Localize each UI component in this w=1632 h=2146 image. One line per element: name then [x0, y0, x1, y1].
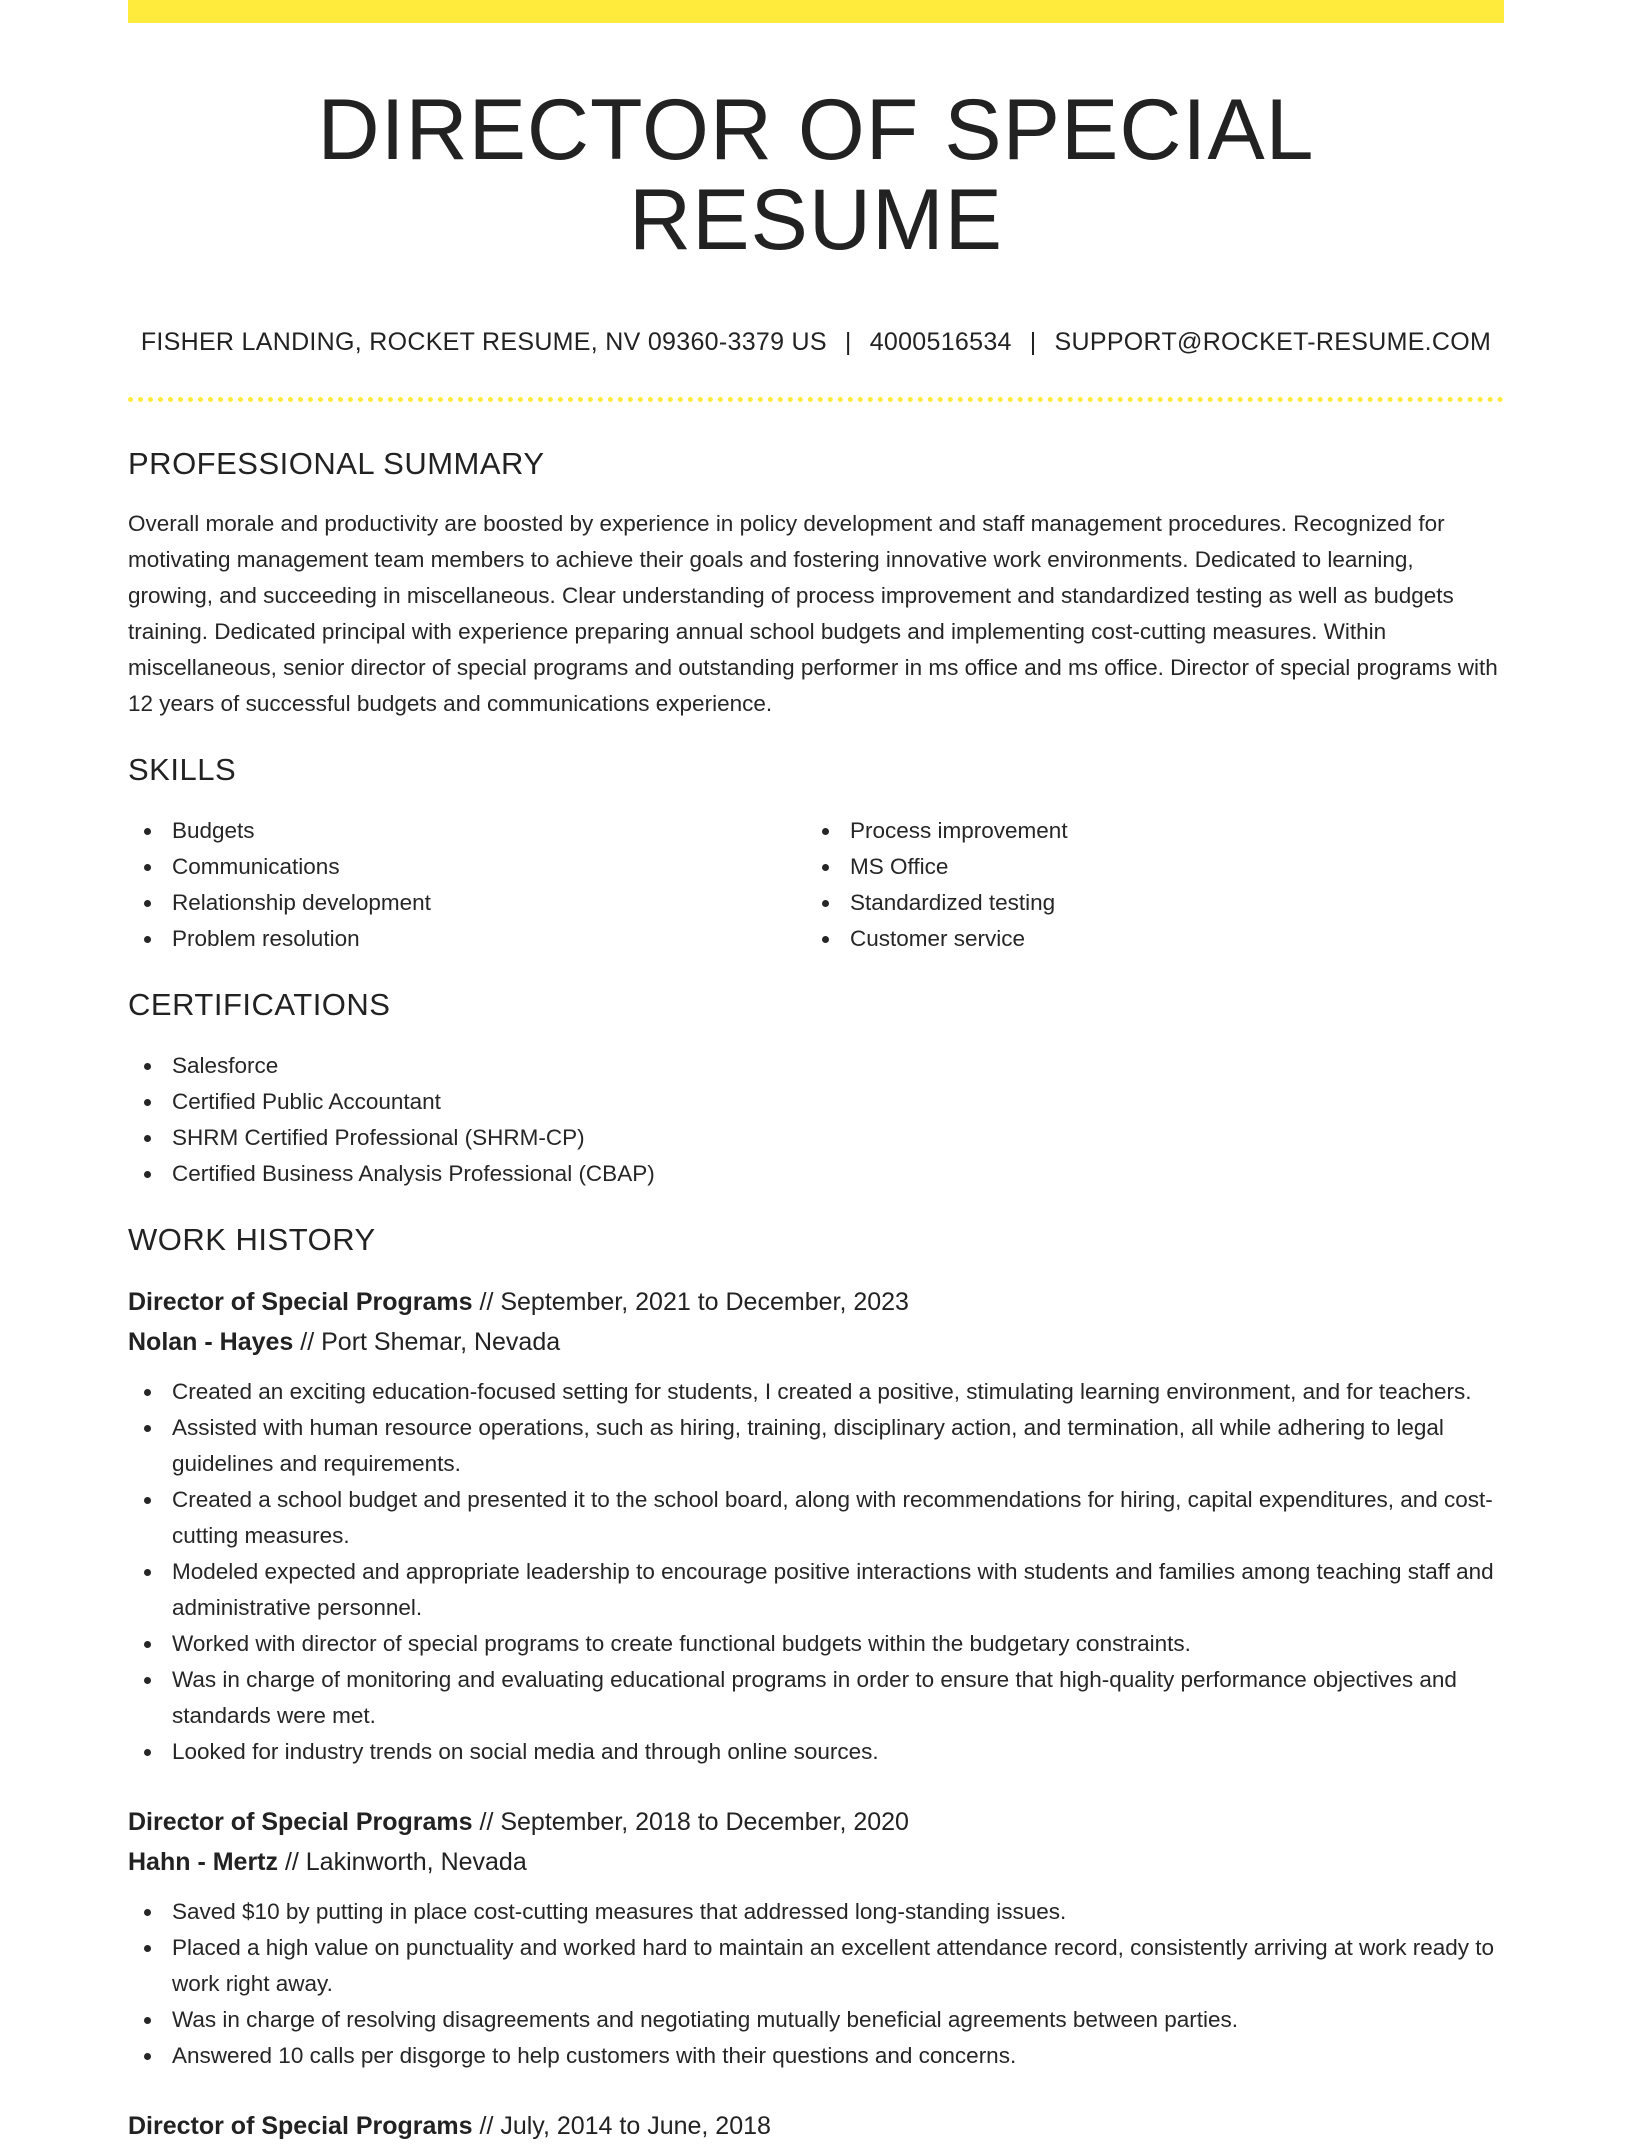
address: FISHER LANDING, ROCKET RESUME, NV 09360-3379 US: [140, 327, 827, 356]
job-bullet: Saved $10 by putting in place cost-cutting measures that addressed long-standing issues.: [128, 1894, 1504, 1930]
job-bullet: Modeled expected and appropriate leadership to encourage positive interactions with students and families among teaching staff and administrative personnel.: [128, 1554, 1504, 1626]
job-role-line: [128, 1802, 1504, 1842]
job-company: Hahn - Mertz: [128, 1847, 278, 1876]
contact-separator: |: [844, 327, 852, 356]
certification-item: Certified Business Analysis Professional (CBAP): [128, 1156, 1504, 1192]
skill-item: Customer service: [806, 921, 1484, 957]
summary-heading: PROFESSIONAL SUMMARY: [128, 445, 545, 481]
resume-title: DIRECTOR OF SPECIAL RESUME: [317, 82, 1315, 269]
job-dates: // September, 2018 to December, 2020: [472, 1807, 909, 1836]
job-bullet: Created a school budget and presented it to the school board, along with recommendations for hiring, capital expenditures, and cost-cutting measures.: [128, 1482, 1504, 1554]
job-bullet: Answered 10 calls per disgorge to help customers with their questions and concerns.: [128, 2038, 1504, 2074]
job-location: // Port Shemar, Nevada: [293, 1327, 561, 1356]
job-role-line: [128, 1282, 1504, 1322]
skill-item: Communications: [128, 849, 806, 885]
contact-line: [128, 328, 1504, 357]
phone: 4000516534: [869, 327, 1012, 356]
resume-page: [128, 0, 1504, 2146]
job-bullet: Looked for industry trends on social media and through online sources.: [128, 1734, 1504, 1770]
job-bullet: Was in charge of resolving disagreements and negotiating mutually beneficial agreements between parties.: [128, 2002, 1504, 2038]
job-role: Director of Special Programs: [128, 1807, 473, 1836]
job-company: Nolan - Hayes: [128, 1327, 294, 1356]
job-bullets: [128, 1374, 1504, 1770]
certification-item: Certified Public Accountant: [128, 1084, 1504, 1120]
summary-text: Overall morale and productivity are boosted by experience in policy development and staff management procedures. Recognized for motivating management team members to achieve their goals and fostering innovative work environments. Dedicated to learning, growing, and succeeding in miscellaneous. Clear understanding of process improvement and standardized testing as well as budgets training. Dedicated principal with experience preparing annual school budgets and implementing cost-cutting measures. Within miscellaneous, senior director of special programs and outstanding performer in ms office and ms office. Director of special programs with 12 years of successful budgets and communications experience.: [128, 510, 1498, 716]
dotted-divider: [128, 397, 1504, 402]
skills-list-right: [806, 813, 1484, 957]
job-dates: // July, 2014 to June, 2018: [472, 2111, 771, 2140]
job-company-line: [128, 1842, 1504, 1882]
job-bullet: Was in charge of monitoring and evaluating educational programs in order to ensure that high-quality performance objectives and standards were met.: [128, 1662, 1504, 1734]
skills-list-left: [128, 813, 806, 957]
job-role: Director of Special Programs: [128, 2111, 473, 2140]
skills-heading: SKILLS: [128, 751, 237, 787]
work-history-heading: WORK HISTORY: [128, 1221, 376, 1257]
skill-item: Standardized testing: [806, 885, 1484, 921]
job-dates: // September, 2021 to December, 2023: [472, 1287, 909, 1316]
certification-item: SHRM Certified Professional (SHRM-CP): [128, 1120, 1504, 1156]
job-bullet: Worked with director of special programs to create functional budgets within the budgetary constraints.: [128, 1626, 1504, 1662]
skill-item: MS Office: [806, 849, 1484, 885]
skill-item: Problem resolution: [128, 921, 806, 957]
accent-bar: [128, 0, 1504, 23]
skill-item: Relationship development: [128, 885, 806, 921]
skill-item: Process improvement: [806, 813, 1484, 849]
job-entry: [128, 1282, 1504, 1770]
job-role: Director of Special Programs: [128, 1287, 473, 1316]
certifications-heading: CERTIFICATIONS: [128, 986, 391, 1022]
job-bullet: Placed a high value on punctuality and worked hard to maintain an excellent attendance record, consistently arriving at work ready to work right away.: [128, 1930, 1504, 2002]
contact-separator: |: [1029, 327, 1037, 356]
job-bullet: Created an exciting education-focused setting for students, I created a positive, stimulating learning environment, and for teachers.: [128, 1374, 1504, 1410]
certification-item: Salesforce: [128, 1048, 1504, 1084]
job-location: // Lakinworth, Nevada: [278, 1847, 527, 1876]
certifications-list: [128, 1048, 1504, 1192]
skill-item: Budgets: [128, 813, 806, 849]
email: SUPPORT@ROCKET-RESUME.COM: [1054, 327, 1492, 356]
job-bullets: [128, 1894, 1504, 2074]
skills-grid: [128, 813, 1504, 957]
job-company-line: [128, 1322, 1504, 1362]
job-entry: [128, 1802, 1504, 2074]
job-bullet: Assisted with human resource operations, such as hiring, training, disciplinary action, and termination, all while adhering to legal guidelines and requirements.: [128, 1410, 1504, 1482]
